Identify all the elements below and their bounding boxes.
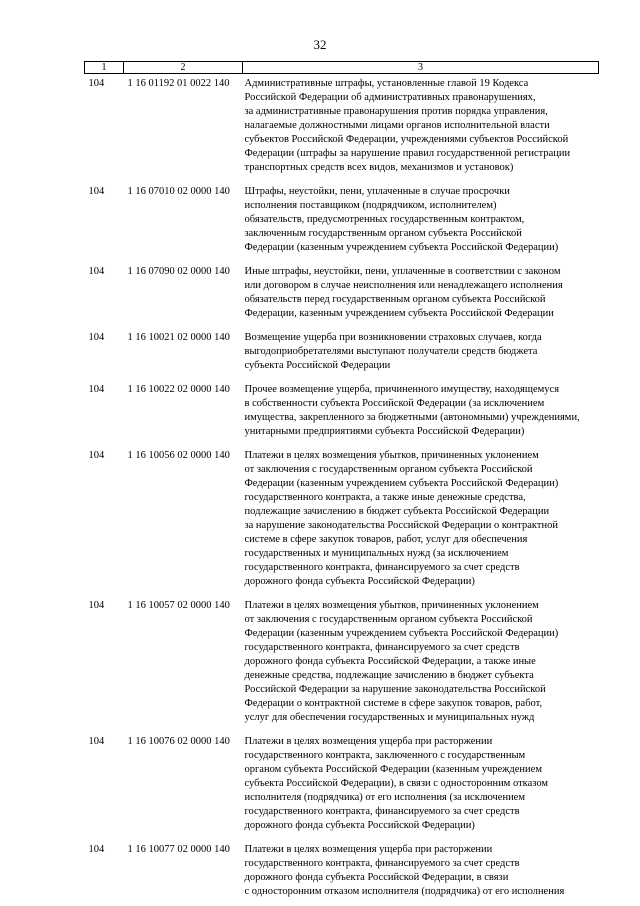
admin-code-cell: 104 (85, 182, 124, 262)
table-body (85, 74, 599, 906)
table-row (85, 328, 599, 380)
table-row (85, 732, 599, 840)
revenue-code-cell: 1 16 10076 02 0000 140 (124, 732, 243, 840)
revenue-name-cell: Платежи в целях возмещения убытков, причиненных уклонением от заключения с государственным органом субъекта Российской Федерации (казенным учреждением субъекта Российской Федерации) государственного контракта, финансируемого за счет средств дорожного фонда субъекта Российской Федерации, а также иные денежные средства, подлежащие зачислению в бюджет субъекта Российской Федерации за нарушение законодательства Российской Федерации о контрактной системе в сфере закупок товаров, работ, услуг для обеспечения государственных и муниципальных нужд (243, 596, 599, 732)
admin-code-cell: 104 (85, 74, 124, 183)
revenue-code-cell: 1 16 10056 02 0000 140 (124, 446, 243, 596)
revenue-code-cell: 1 16 10057 02 0000 140 (124, 596, 243, 732)
admin-code-cell: 104 (85, 596, 124, 732)
revenue-name-cell: Платежи в целях возмещения убытков, причиненных уклонением от заключения с государственным органом субъекта Российской Федерации (казенным учреждением субъекта Российской Федерации) государственного контракта, а также иные денежные средства, подлежащие зачислению в бюджет субъекта Российской Федерации за нарушение законодательства Российской Федерации о контрактной системе в сфере закупок товаров, работ, услуг для обеспечения государственных и муниципальных нужд (за исключением государственного контракта, финансируемого за счет средств дорожного фонда субъекта Российской Федерации) (243, 446, 599, 596)
table-header (85, 62, 599, 74)
header-col-1: 1 (85, 62, 124, 74)
revenue-name-cell: Прочее возмещение ущерба, причиненного имуществу, находящемуся в собственности субъекта Российской Федерации (за исключением имущества, закрепленного за бюджетными (автономными) учреждениями, унитарными предприятиями субъекта Российской Федерации) (243, 380, 599, 446)
admin-code-cell: 104 (85, 840, 124, 906)
revenue-name-cell: Возмещение ущерба при возникновении страховых случаев, когда выгодоприобретателями выступают получатели средств бюджета субъекта Российской Федерации (243, 328, 599, 380)
table-row (85, 74, 599, 183)
revenue-name-cell: Платежи в целях возмещения ущерба при расторжении государственного контракта, заключенного с государственным органом субъекта Российской Федерации (казенным учреждением субъекта Российской Федерации), в связи с односторонним отказом исполнителя (подрядчика) от его исполнения (за исключением государственного контракта, финансируемого за счет средств дорожного фонда субъекта Российской Федерации) (243, 732, 599, 840)
revenue-name-cell: Иные штрафы, неустойки, пени, уплаченные в соответствии с законом или договором в случае неисполнения или ненадлежащего исполнения обязательств перед государственным органом субъекта Российской Федерации, казенным учреждением субъекта Российской Федерации (243, 262, 599, 328)
revenue-code-cell: 1 16 07090 02 0000 140 (124, 262, 243, 328)
table-row (85, 380, 599, 446)
revenue-code-cell: 1 16 10077 02 0000 140 (124, 840, 243, 906)
revenue-code-cell: 1 16 01192 01 0022 140 (124, 74, 243, 183)
budget-revenue-table (84, 61, 599, 906)
revenue-code-cell: 1 16 07010 02 0000 140 (124, 182, 243, 262)
table-row (85, 840, 599, 906)
page-number: 32 (0, 37, 640, 52)
table-row (85, 446, 599, 596)
revenue-name-cell: Платежи в целях возмещения ущерба при расторжении государственного контракта, финансируемого за счет средств дорожного фонда субъекта Российской Федерации, в связи с односторонним отказом исполнителя (подрядчика) от его исполнения (243, 840, 599, 906)
admin-code-cell: 104 (85, 732, 124, 840)
table-row (85, 182, 599, 262)
table-row (85, 596, 599, 732)
header-col-2: 2 (124, 62, 243, 74)
admin-code-cell: 104 (85, 328, 124, 380)
table-row (85, 262, 599, 328)
admin-code-cell: 104 (85, 380, 124, 446)
admin-code-cell: 104 (85, 262, 124, 328)
revenue-code-cell: 1 16 10021 02 0000 140 (124, 328, 243, 380)
revenue-name-cell: Штрафы, неустойки, пени, уплаченные в случае просрочки исполнения поставщиком (подрядчиком, исполнителем) обязательств, предусмотренных государственным контрактом, заключенным государственным органом субъекта Российской Федерации (казенным учреждением субъекта Российской Федерации) (243, 182, 599, 262)
header-col-3: 3 (243, 62, 599, 74)
header-row (85, 62, 599, 74)
admin-code-cell: 104 (85, 446, 124, 596)
revenue-code-cell: 1 16 10022 02 0000 140 (124, 380, 243, 446)
revenue-name-cell: Административные штрафы, установленные главой 19 Кодекса Российской Федерации об административных правонарушениях, за административные правонарушения против порядка управления, налагаемые должностными лицами органов исполнительной власти субъектов Российской Федерации, учреждениями субъектов Российской Федерации (штрафы за нарушение правил государственной регистрации транспортных средств всех видов, механизмов и установок) (243, 74, 599, 183)
